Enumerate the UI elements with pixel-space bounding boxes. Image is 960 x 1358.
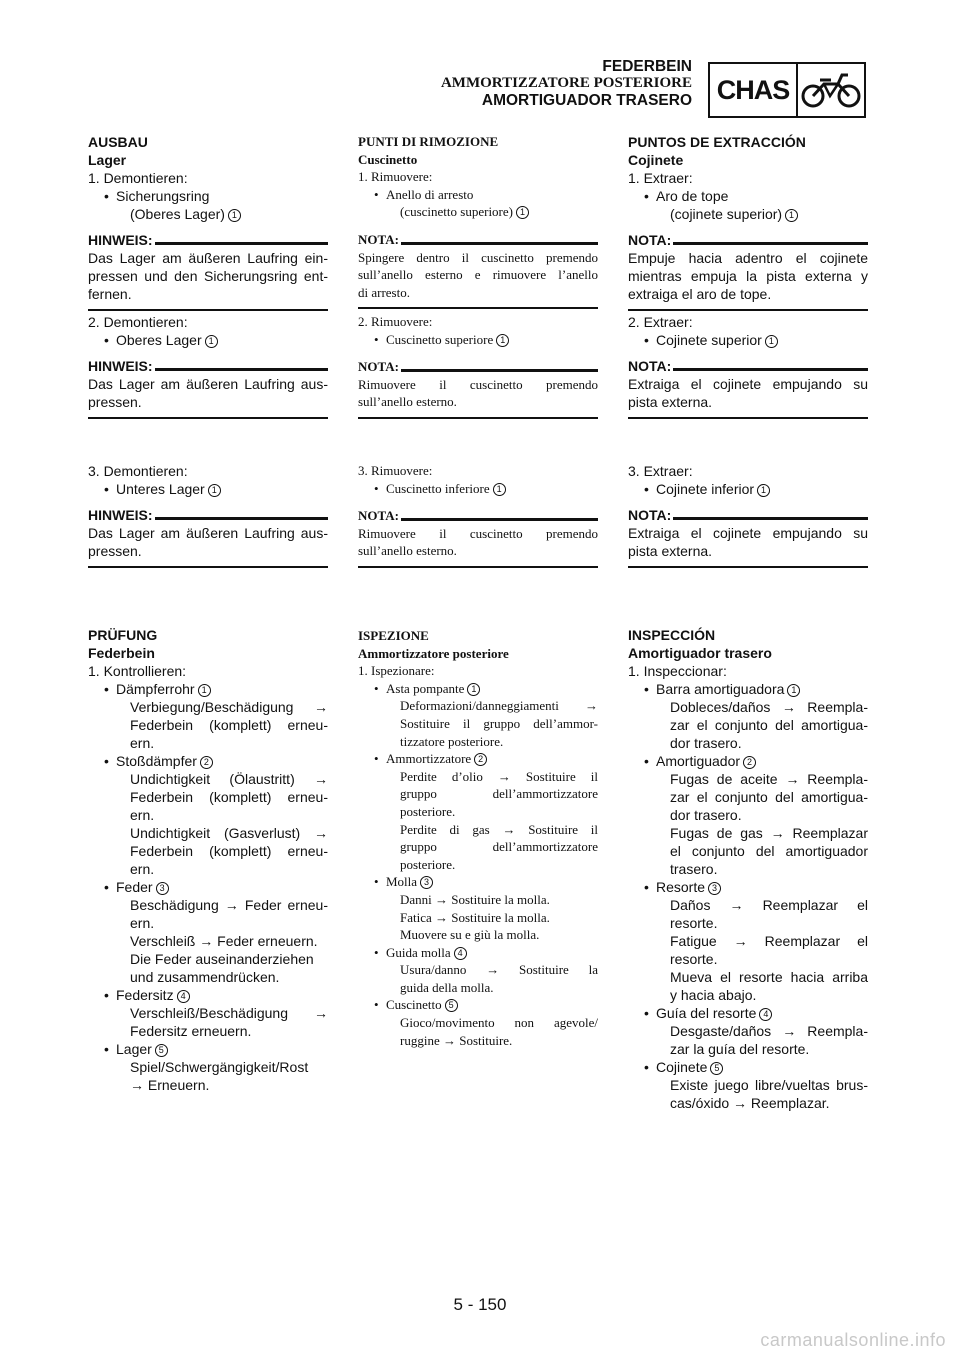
list-item-detail: el conjunto del amortiguador: [670, 843, 868, 859]
list-item-detail: Deformazioni/danneggiamenti →: [400, 698, 598, 714]
list-item-detail: Fugas de aceite → Reempla-: [670, 771, 868, 787]
list-item-detail: gruppo dell’ammortizzatore: [400, 786, 598, 802]
note-text: sull’anello esterno.: [358, 394, 457, 410]
callout-number: 3: [420, 876, 433, 889]
list-item: • Feder 3: [88, 878, 328, 896]
section-title: INSPECCIÓN: [628, 627, 716, 643]
note-label: NOTA:: [628, 232, 672, 248]
list-item-detail: Spiel/Schwergängigkeit/Rost: [130, 1059, 309, 1075]
list-item-detail: Undichtigkeit (Ölaustritt) →: [130, 771, 328, 787]
callout-number: 1: [496, 334, 509, 347]
removal-step-2-de: [88, 313, 328, 419]
list-item-detail: ern.: [130, 861, 155, 877]
callout-number: 4: [759, 1008, 772, 1021]
list-item-detail: ruggine → Sostituire.: [400, 1032, 513, 1048]
callout-number: 1: [765, 335, 778, 348]
note-text: Spingere dentro il cuscinetto premendo: [358, 249, 598, 265]
list-item: • Ammortizzatore 2: [358, 750, 598, 768]
note-label: HINWEIS:: [88, 358, 153, 374]
list-item-detail: → Erneuern.: [130, 1077, 210, 1093]
list-item-detail: Fugas de gas → Reemplazar: [670, 825, 868, 841]
step-1: 1. Extraer:: [628, 170, 693, 186]
inspection-section-de: [88, 626, 328, 1094]
section-subtitle: Lager: [88, 152, 127, 168]
list-item-detail: posteriore.: [400, 803, 456, 819]
list-item-detail: Sostituire il gruppo dell’ammor-: [400, 715, 598, 731]
note-text: Rimuovere il cuscinetto premendo: [358, 525, 598, 541]
list-item: • Stoßdämpfer 2: [88, 752, 328, 770]
list-item-detail: resorte.: [670, 951, 718, 967]
note-text: mientras empuja la pista externa y: [628, 268, 868, 284]
list-item-detail: Undichtigkeit (Gasverlust) →: [130, 825, 328, 841]
callout-number: 3: [156, 882, 169, 895]
step-2: 2. Extraer:: [628, 314, 693, 330]
list-item-detail: ern.: [130, 807, 155, 823]
list-item-detail: (Oberes Lager) 1: [88, 205, 328, 223]
list-item-detail: Daños → Reemplazar el: [670, 897, 868, 913]
list-item-detail: Verbiegung/Beschädigung →: [130, 699, 328, 715]
section-subtitle: Cuscinetto: [358, 151, 418, 167]
section-title: PRÜFUNG: [88, 627, 158, 643]
list-item-detail: ern.: [130, 735, 155, 751]
section-title: PUNTOS DE EXTRACCIÓN: [628, 134, 806, 150]
list-item-detail: ern.: [130, 915, 155, 931]
inspection-section-it: [358, 627, 598, 1049]
section-header: [441, 58, 692, 109]
removal-step-3-de: [88, 462, 328, 568]
note-label: HINWEIS:: [88, 507, 153, 523]
list-item-detail: Perdite d’olio → Sostituire il: [400, 768, 598, 784]
callout-number: 1: [228, 209, 241, 222]
motorcycle-icon: [798, 64, 864, 116]
list-item-detail: dor trasero.: [670, 807, 742, 823]
list-item: • Cuscinetto 5: [358, 996, 598, 1014]
list-item: • Guida molla 4: [358, 944, 598, 962]
step-1: 1. Kontrollieren:: [88, 663, 187, 679]
list-item: • Aro de tope: [644, 188, 729, 204]
step-2: 2. Demontieren:: [88, 314, 188, 330]
list-item-detail: Existe juego libre/vueltas brus-: [670, 1077, 868, 1093]
chapter-badge: [708, 62, 866, 118]
callout-number: 5: [445, 999, 458, 1012]
step-3: 3. Demontieren:: [88, 463, 188, 479]
list-item: • Cuscinetto inferiore 1: [358, 480, 598, 498]
note-box: [628, 231, 868, 311]
list-item-detail: tizzatore posteriore.: [400, 733, 504, 749]
note-text: Extraiga el cojinete empujando su: [628, 525, 868, 541]
list-item: • Amortiguador 2: [628, 752, 868, 770]
callout-number: 1: [467, 683, 480, 696]
note-text: pressen und den Sicherungsring ent-: [88, 268, 328, 284]
list-item-detail: Perdite di gas → Sostituire il: [400, 821, 598, 837]
callout-number: 1: [757, 484, 770, 497]
note-text: pista externa.: [628, 394, 713, 410]
list-item: • Unteres Lager 1: [88, 480, 328, 498]
removal-step-3-it: [358, 462, 598, 568]
callout-number: 2: [474, 753, 487, 766]
list-item-detail: guida della molla.: [400, 979, 494, 995]
note-label: NOTA:: [628, 507, 672, 523]
note-text: Rimuovere il cuscinetto premendo: [358, 376, 598, 392]
page-number: 5 - 150: [453, 1295, 507, 1314]
note-label: HINWEIS:: [88, 232, 153, 248]
list-item: • Dämpferrohr 1: [88, 680, 328, 698]
callout-number: 3: [708, 882, 721, 895]
list-item-detail: posteriore.: [400, 856, 456, 872]
section-subtitle: Cojinete: [628, 152, 684, 168]
note-text: sull’anello esterno e rimuovere l’anello: [358, 267, 598, 283]
header-title-de: FEDERBEIN: [602, 58, 692, 75]
list-item-detail: Verschleiß/Beschädigung →: [130, 1005, 328, 1021]
section-title: AUSBAU: [88, 134, 148, 150]
removal-section-it: [358, 133, 598, 309]
note-label: NOTA:: [358, 359, 399, 375]
list-item-detail: dor trasero.: [670, 735, 742, 751]
note-text: Das Lager am äußeren Laufring aus-: [88, 525, 328, 541]
list-item: • Cuscinetto superiore 1: [358, 331, 598, 349]
section-subtitle: Federbein: [88, 645, 155, 661]
note-box: [88, 357, 328, 419]
step-1: 1. Inspeccionar:: [628, 663, 727, 679]
callout-number: 2: [200, 756, 213, 769]
list-item: • Anello di arresto: [374, 186, 474, 202]
list-item-detail: Mueva el resorte hacia arriba: [670, 969, 868, 985]
callout-number: 5: [155, 1044, 168, 1057]
removal-section-es: [628, 133, 868, 311]
step-1: 1. Rimuovere:: [358, 169, 433, 185]
note-box: [358, 358, 598, 419]
note-text: fernen.: [88, 286, 132, 302]
note-box: [628, 357, 868, 419]
note-box: [88, 231, 328, 311]
callout-number: 1: [198, 684, 211, 697]
removal-section-de: [88, 133, 328, 311]
list-item-detail: zar el conjunto del amortigua-: [670, 717, 868, 733]
list-item-detail: Fatigue → Reemplazar el: [670, 933, 868, 949]
note-text: extraiga el aro de tope.: [628, 286, 772, 302]
note-box: [358, 231, 598, 309]
list-item-detail: Federbein (komplett) erneu-: [130, 789, 328, 805]
list-item-detail: Muovere su e giù la molla.: [400, 927, 540, 943]
note-box: [358, 507, 598, 568]
list-item: • Cojinete inferior 1: [628, 480, 868, 498]
inspection-section-es: [628, 626, 868, 1112]
section-subtitle: Ammortizzatore posteriore: [358, 645, 509, 661]
list-item-detail: zar la guía del resorte.: [670, 1041, 810, 1057]
step-3: 3. Rimuovere:: [358, 463, 433, 478]
removal-step-2-it: [358, 313, 598, 419]
list-item: • Cojinete 5: [628, 1058, 868, 1076]
note-text: sull’anello esterno.: [358, 543, 457, 559]
list-item-detail: und zusammendrücken.: [130, 969, 280, 985]
list-item-detail: zar el conjunto del amortigua-: [670, 789, 868, 805]
list-item: • Lager 5: [88, 1040, 328, 1058]
list-item: • Federsitz 4: [88, 986, 328, 1004]
step-1: 1. Ispezionare:: [358, 663, 435, 679]
note-text: pressen.: [88, 543, 142, 559]
list-item-detail: trasero.: [670, 861, 718, 877]
list-item-detail: (cojinete superior) 1: [628, 205, 868, 223]
list-item-detail: Die Feder auseinanderziehen: [130, 951, 314, 967]
callout-number: 1: [787, 684, 800, 697]
note-box: [628, 506, 868, 568]
note-text: Empuje hacia adentro el cojinete: [628, 250, 868, 266]
removal-step-2-es: [628, 313, 868, 419]
callout-number: 1: [205, 335, 218, 348]
callout-number: 1: [493, 483, 506, 496]
note-text: Das Lager am äußeren Laufring ein-: [88, 250, 328, 266]
callout-number: 2: [743, 756, 756, 769]
list-item-detail: (cuscinetto superiore) 1: [358, 203, 598, 221]
removal-step-3-es: [628, 462, 868, 568]
list-item-detail: gruppo dell’ammortizzatore: [400, 839, 598, 855]
note-text: di arresto.: [358, 284, 410, 300]
list-item-detail: cas/óxido → Reemplazar.: [670, 1095, 830, 1111]
step-2: 2. Rimuovere:: [358, 314, 433, 329]
list-item: • Sicherungsring: [104, 188, 210, 204]
section-title: ISPEZIONE: [358, 628, 429, 643]
note-label: NOTA:: [358, 508, 399, 524]
list-item-detail: Verschleiß → Feder erneuern.: [130, 933, 318, 949]
callout-number: 1: [785, 209, 798, 222]
note-text: Extraiga el cojinete empujando su: [628, 376, 868, 392]
list-item-detail: Gioco/movimento non agevole/: [400, 1015, 598, 1031]
list-item-detail: Usura/danno → Sostituire la: [400, 962, 598, 978]
list-item: • Asta pompante 1: [358, 680, 598, 698]
header-title-es: AMORTIGUADOR TRASERO: [481, 92, 692, 109]
chapter-badge-label: CHAS: [710, 64, 798, 116]
note-text: pista externa.: [628, 543, 713, 559]
list-item-detail: Beschädigung → Feder erneu-: [130, 897, 328, 913]
list-item: • Oberes Lager 1: [88, 331, 328, 349]
step-1: 1. Demontieren:: [88, 170, 188, 186]
list-item-detail: Federbein (komplett) erneu-: [130, 717, 328, 733]
note-label: NOTA:: [628, 358, 672, 374]
list-item-detail: y hacia abajo.: [670, 987, 757, 1003]
note-text: Das Lager am äußeren Laufring aus-: [88, 376, 328, 392]
list-item-detail: Federsitz erneuern.: [130, 1023, 252, 1039]
callout-number: 1: [516, 206, 529, 219]
list-item-detail: Fatica → Sostituire la molla.: [400, 909, 550, 925]
watermark: carmanualsonline.info: [760, 1330, 946, 1350]
list-item: • Cojinete superior 1: [628, 331, 868, 349]
header-title-it: AMMORTIZZATORE POSTERIORE: [440, 75, 692, 91]
list-item-detail: Dobleces/daños → Reempla-: [670, 699, 868, 715]
list-item-detail: Danni → Sostituire la molla.: [400, 891, 550, 907]
note-text: pressen.: [88, 394, 142, 410]
list-item-detail: resorte.: [670, 915, 718, 931]
callout-number: 5: [710, 1062, 723, 1075]
note-label: NOTA:: [358, 231, 399, 247]
list-item: • Guía del resorte 4: [628, 1004, 868, 1022]
list-item: • Molla 3: [358, 873, 598, 891]
step-3: 3. Extraer:: [628, 463, 693, 479]
section-subtitle: Amortiguador trasero: [628, 645, 772, 661]
list-item: • Resorte 3: [628, 878, 868, 896]
note-box: [88, 506, 328, 568]
list-item-detail: Desgaste/daños → Reempla-: [670, 1023, 868, 1039]
callout-number: 1: [208, 484, 221, 497]
list-item-detail: Federbein (komplett) erneu-: [130, 843, 328, 859]
section-title: PUNTI DI RIMOZIONE: [358, 134, 499, 149]
list-item: • Barra amortiguadora 1: [628, 680, 868, 698]
callout-number: 4: [177, 990, 190, 1003]
callout-number: 4: [454, 947, 467, 960]
